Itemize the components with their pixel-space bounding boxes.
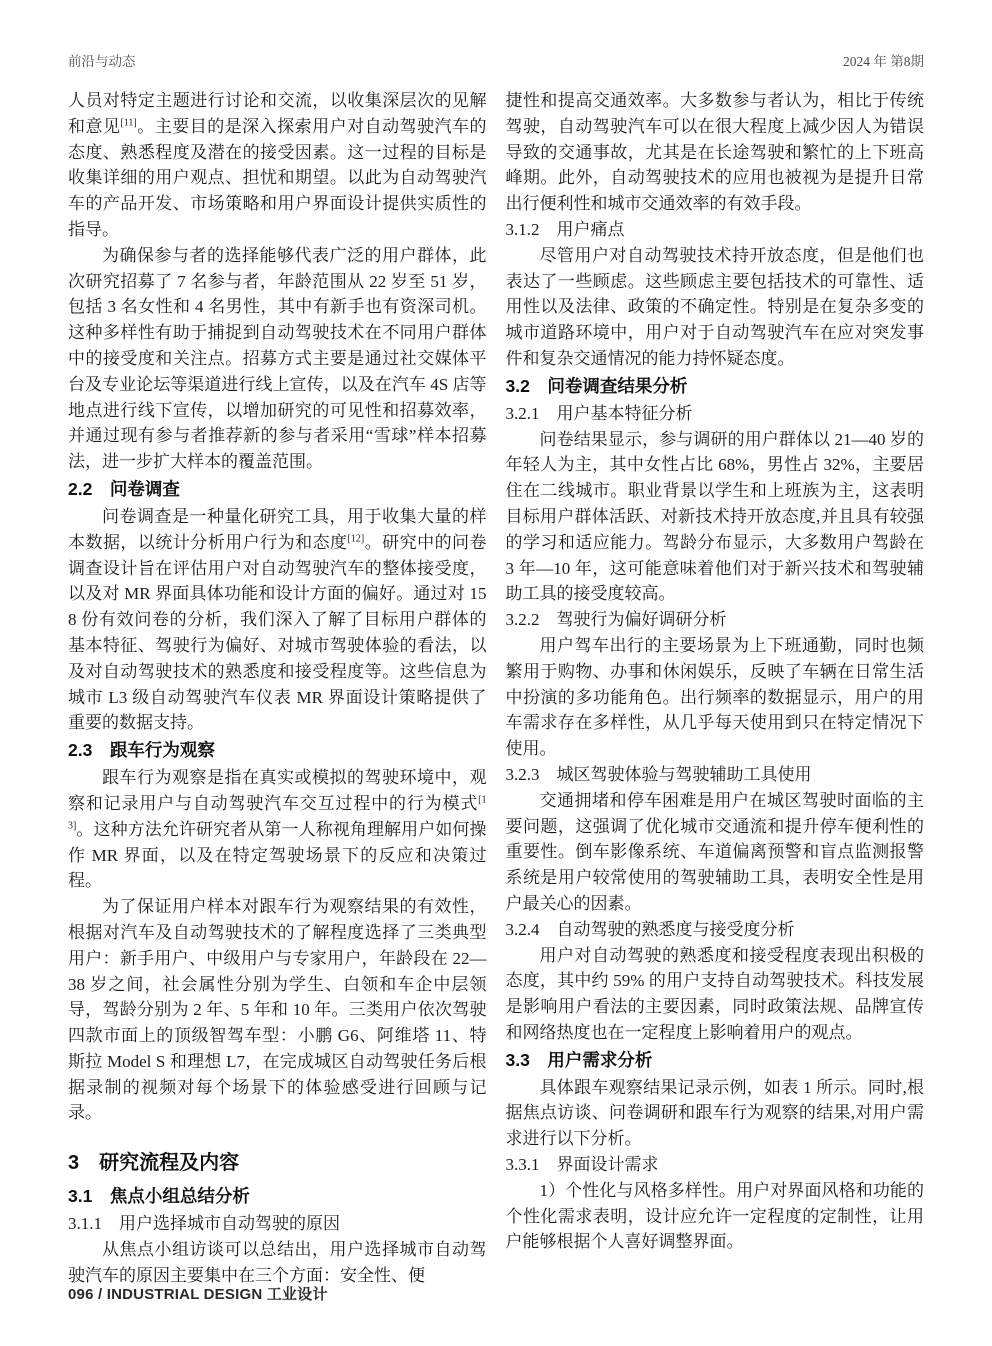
subsubsection-heading: 3.1.2 用户痛点 xyxy=(505,219,625,239)
paragraph: 尽管用户对自动驾驶技术持开放态度，但是他们也表达了一些顾虑。这些顾虑主要包括技术的可靠性、适用性以及法律、政策的不确定性。特别是在复杂多变的城市道路环境中，用户对于自动驾驶汽车在应对突发事件和复杂交通情况的能力持怀疑态度。 xyxy=(505,245,924,368)
paragraph: 用户驾车出行的主要场景为上下班通勤，同时也频繁用于购物、办事和休闲娱乐，反映了车辆在日常生活中扮演的多功能角色。出行频率的数据显示，用户的用车需求存在多样性，从几乎每天使用到只在特定情况下使用。 xyxy=(505,635,924,759)
subsubsection-heading: 3.1.1 用户选择城市自动驾驶的原因 xyxy=(68,1214,340,1234)
paragraph: 交通拥堵和停车困难是用户在城区驾驶时面临的主要问题，这强调了优化城市交通流和提升停车便利性的重要性。倒车影像系统、车道偏离预警和盲点监测报警系统是用户较常使用的驾驶辅助工具，表明安全性是用户最关心的因素。 xyxy=(505,790,924,913)
paragraph: 为了保证用户样本对跟车行为观察结果的有效性，根据对汽车及自动驾驶技术的了解程度选择了三类典型用户：新手用户、中级用户与专家用户，年龄段在 22—38 岁之间，社会属性分别为学生、白领和车企中层领导，驾龄分别为 2 年、5 年和 10 年。三类用户依次驾驶四款市面上的顶级智驾车型：小鹏 G6、阿维塔 11、特斯拉 Model S 和理想 L7，在完成城区自动驾驶任务后根据录制的视频对每个场景下的体验感受进行回顾与记录。 xyxy=(68,897,487,1123)
running-head-issue: 2024 年 第8期 xyxy=(843,54,924,69)
subsection-heading: 2.3 跟车行为观察 xyxy=(68,740,215,761)
right-column xyxy=(506,88,925,1289)
page-footer: 096 / INDUSTRIAL DESIGN 工业设计 xyxy=(68,1286,328,1303)
reference-marker: [12] xyxy=(347,533,365,545)
subsubsection-heading: 3.2.1 用户基本特征分析 xyxy=(505,403,693,423)
subsection-heading: 2.2 问卷调查 xyxy=(68,478,180,499)
subsubsection-heading: 3.2.3 城区驾驶体验与驾驶辅助工具使用 xyxy=(505,764,812,784)
running-head-section: 前沿与动态 xyxy=(68,54,136,69)
reference-marker: [11] xyxy=(120,117,137,129)
paragraph: 问卷调查是一种量化研究工具，用于收集大量的样本数据，以统计分析用户行为和态度[12]。研究中的问卷调查设计旨在评估用户对自动驾驶汽车的整体接受度，以及对 MR 界面具体功能和设计方面的偏好。通过对 158 份有效问卷的分析，我们深入了解了目标用户群体的基本特征、驾驶行为偏好、对城市驾驶体验的看法，以及对自动驾驶技术的熟悉度和接受程度等。这些信息为城市 L3 级自动驾驶汽车仪表 MR 界面设计策略提供了重要的数据支持。 xyxy=(68,506,487,733)
paragraph: 人员对特定主题进行讨论和交流，以收集深层次的见解和意见[11]。主要目的是深入探索用户对自动驾驶汽车的态度、熟悉程度及潜在的接受因素。这一过程的目标是收集详细的用户观点、担忧和期望。以此为自动驾驶汽车的产品开发、市场策略和用户界面设计提供实质性的指导。 xyxy=(68,91,487,239)
reference-marker: [13] xyxy=(68,794,487,832)
paragraph: 捷性和提高交通效率。大多数参与者认为，相比于传统驾驶，自动驾驶汽车可以在很大程度上减少因人为错误导致的交通事故，尤其是在长途驾驶和繁忙的上下班高峰期。此外，自动驾驶技术的应用也被视为是提升日常出行便利性和城市交通效率的有效手段。 xyxy=(505,91,924,214)
subsubsection-heading: 3.2.4 自动驾驶的熟悉度与接受度分析 xyxy=(505,919,795,939)
subsection-heading: 3.3 用户需求分析 xyxy=(505,1049,653,1070)
two-column-body xyxy=(68,88,924,1289)
section-heading: 3 研究流程及内容 xyxy=(68,1152,240,1175)
page-header xyxy=(68,50,924,70)
paragraph: 1）个性化与风格多样性。用户对界面风格和功能的个性化需求表明，设计应允许一定程度的定制性，让用户能够根据个人喜好调整界面。 xyxy=(505,1180,924,1252)
paragraph: 跟车行为观察是指在真实或模拟的驾驶环境中，观察和记录用户与自动驾驶汽车交互过程中的行为模式[13]。这种方法允许研究者从第一人称视角理解用户如何操作 MR 界面，以及在特定驾驶场景下的反应和决策过程。 xyxy=(68,768,487,891)
subsubsection-heading: 3.3.1 界面设计需求 xyxy=(505,1155,659,1175)
paragraph: 为确保参与者的选择能够代表广泛的用户群体，此次研究招募了 7 名参与者，年龄范围从 22 岁至 51 岁，包括 3 名女性和 4 名男性，其中有新手也有资深司机。这种多样性有助于捕捉到自动驾驶技术在不同用户群体中的接受度和关注点。招募方式主要是通过社交媒体平台及专业论坛等渠道进行线上宣传，以及在汽车 4S 店等地点进行线下宣传，以增加研究的可见性和招募效率，并通过现有参与者推荐新的参与者采用“雪球”样本招募法，进一步扩大样本的覆盖范围。 xyxy=(68,245,487,472)
subsection-heading: 3.2 问卷调查结果分析 xyxy=(505,375,688,396)
paragraph: 从焦点小组访谈可以总结出，用户选择城市自动驾驶汽车的原因主要集中在三个方面：安全性、便 xyxy=(68,1240,487,1285)
subsubsection-heading: 3.2.2 驾驶行为偏好调研分析 xyxy=(505,610,727,630)
left-column xyxy=(68,88,487,1289)
paragraph: 问卷结果显示，参与调研的用户群体以 21—40 岁的年轻人为主，其中女性占比 68%，男性占 32%，主要居住在二线城市。职业背景以学生和上班族为主，这表明目标用户群体活跃、对新技术持开放态度,并且具有较强的学习和适应能力。驾龄分布显示，大多数用户驾龄在 3 年—10 年，这可能意味着他们对于新兴技术和驾驶辅助工具的接受度较高。 xyxy=(505,429,924,604)
subsection-heading: 3.1 焦点小组总结分析 xyxy=(68,1186,250,1207)
paragraph: 具体跟车观察结果记录示例，如表 1 所示。同时,根据焦点访谈、问卷调研和跟车行为观察的结果,对用户需求进行以下分析。 xyxy=(505,1077,924,1149)
paragraph: 用户对自动驾驶的熟悉度和接受程度表现出积极的态度，其中约 59% 的用户支持自动驾驶技术。科技发展是影响用户看法的主要因素，同时政策法规、品牌宣传和网络热度也在一定程度上影响着用户的观点。 xyxy=(505,945,924,1042)
